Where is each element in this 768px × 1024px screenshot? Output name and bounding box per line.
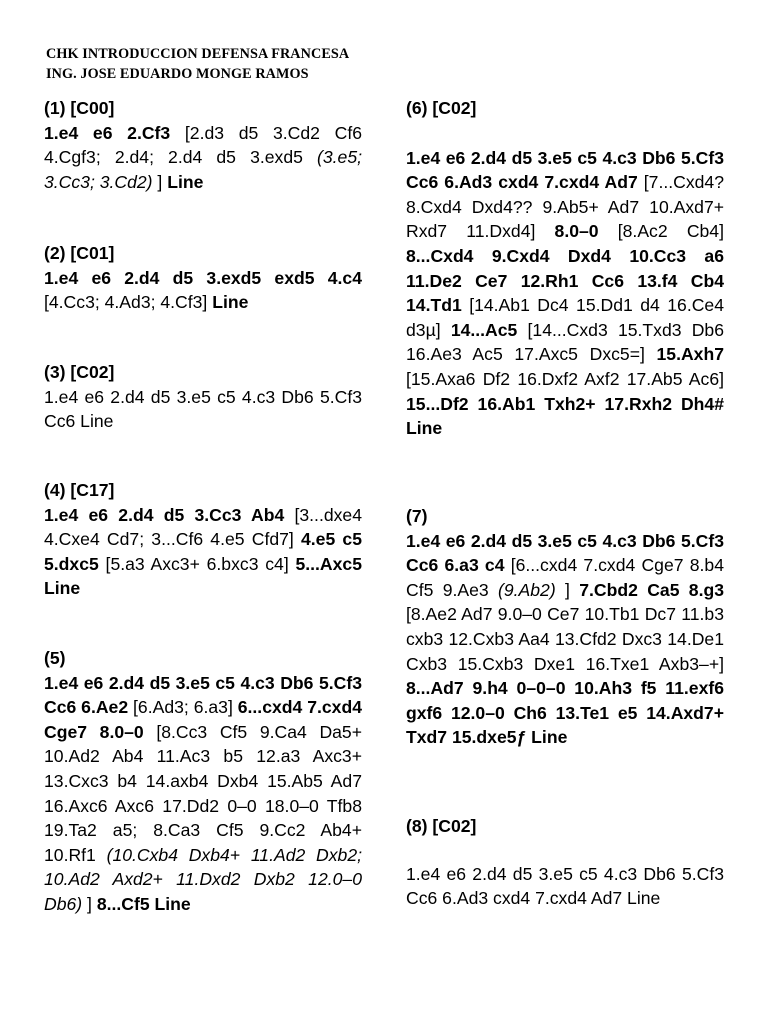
game-8-heading: (8) [C02] (406, 816, 477, 836)
game-4-end: 5...Axc5 Line (44, 553, 362, 599)
game-6 (406, 96, 724, 441)
game-3 (44, 360, 362, 434)
game-6-end: 15...Df2 16.Ab1 Txh2+ 17.Rxh2 Dh4# Line (406, 393, 724, 439)
game-6-variation-4: [14...Cxd3 15.Txd3 Db6 16.Ae3 Ac5 17.Axc5 Dxc5=] (406, 319, 724, 365)
game-5-heading: (5) (44, 648, 66, 668)
game-4-variation: [3...dxe4 4.Cxe4 Cd7; 3...Cf6 4.e5 Cfd7] (44, 504, 362, 550)
game-5-variation-end: ] (82, 893, 97, 914)
game-4-mainline-2: 4.e5 c5 5.dxc5 (44, 529, 362, 574)
game-7-mainline: 1.e4 e6 2.d4 d5 3.e5 c5 4.c3 Db6 5.Cf3 Cc6 6.a3 c4 (406, 530, 724, 576)
game-7-end: 8...Ad7 9.h4 0–0–0 10.Ah3 f5 11.exf6 gxf6 12.0–0 Ch6 13.Te1 e5 14.Axd7+ Txd7 15.dxe5ƒ Line (406, 678, 724, 748)
game-7-subvariation: (9.Ab2) (498, 579, 556, 600)
game-1-variation-end: ] (152, 171, 168, 192)
game-5-variation: [6.Ad3; 6.a3] (128, 697, 238, 718)
game-4 (44, 478, 362, 601)
document-header (46, 44, 349, 84)
game-6-mainline-5: 15.Axh7 (656, 344, 724, 365)
game-2-variation: [4.Cc3; 4.Ad3; 4.Cf3] (44, 292, 213, 313)
game-6-mainline-4: 14...Ac5 (450, 319, 518, 340)
game-6-variation-5: [15.Axa6 Df2 16.Dxf2 Axf2 17.Ab5 Ac6] (406, 368, 724, 389)
game-3-heading: (3) [C02] (44, 362, 115, 382)
game-5-mainline-2: 6...cxd4 7.cxd4 Cge7 8.0–0 (44, 697, 362, 742)
game-5-subvariation: (10.Cxb4 Dxb4+ 11.Ad2 Dxb2; 10.Ad2 Axd2+ 11.Dxd2 Dxb2 12.0–0 Db6) (44, 844, 362, 914)
game-6-mainline-2: 8.0–0 (554, 221, 599, 242)
game-7-mainline-2: 7.Cbd2 Ca5 8.g3 (579, 579, 725, 600)
game-8-line: 1.e4 e6 2.d4 d5 3.e5 c5 4.c3 Db6 5.Cf3 Cc6 6.Ad3 cxd4 7.cxd4 Ad7 Line (406, 863, 724, 909)
game-5-mainline: 1.e4 e6 2.d4 d5 3.e5 c5 4.c3 Db6 5.Cf3 Cc6 6.Ae2 (44, 672, 362, 718)
game-7-variation-2: [8.Ae2 Ad7 9.0–0 Ce7 10.Tb1 Dc7 11.b3 cxb3 12.Cxb3 Aa4 13.Cfd2 Dxc3 14.De1 Cxb3 15.Cxb3 Dxe1 16.Txe1 Axb3–+] (406, 604, 724, 674)
game-6-heading: (6) [C02] (406, 98, 477, 118)
game-7-variation: [6...cxd4 7.cxd4 Cge7 8.b4 Cf5 9.Ae3 (406, 555, 724, 600)
game-5 (44, 646, 362, 917)
game-6-mainline-3: 8...Cxd4 9.Cxd4 Dxd4 10.Cc3 a6 11.De2 Ce7 12.Rh1 Cc6 13.f4 Cb4 14.Td1 (406, 245, 724, 316)
game-6-mainline: 1.e4 e6 2.d4 d5 3.e5 c5 4.c3 Db6 5.Cf3 Cc6 6.Ad3 cxd4 7.cxd4 Ad7 (406, 147, 724, 193)
game-2-heading: (2) [C01] (44, 243, 115, 263)
game-2 (44, 241, 362, 315)
game-1 (44, 96, 362, 194)
game-6-variation-3: [14.Ab1 Dc4 15.Dd1 d4 16.Ce4 d3µ] (406, 295, 724, 340)
game-7-heading: (7) (406, 506, 428, 526)
game-4-variation-2: [5.a3 Axc3+ 6.bxc3 c4] (98, 553, 296, 574)
game-8 (406, 814, 724, 911)
header-title: CHK INTRODUCCION DEFENSA FRANCESA (46, 46, 350, 62)
game-2-mainline: 1.e4 e6 2.d4 d5 3.exd5 exd5 4.c4 (44, 267, 362, 288)
game-5-end: 8...Cf5 Line (96, 893, 191, 914)
game-1-heading: (1) [C00] (44, 98, 115, 118)
game-1-subvariation: (3.e5; 3.Cc3; 3.Cd2) (44, 147, 362, 192)
header-author: ING. JOSE EDUARDO MONGE RAMOS (46, 66, 309, 82)
game-6-variation: [7...Cxd4? 8.Cxd4 Dxd4?? 9.Ab5+ Ad7 10.Axd7+ Rxd7 11.Dxd4] (406, 172, 724, 242)
game-1-mainline: 1.e4 e6 2.Cf3 (44, 122, 171, 143)
game-4-heading: (4) [C17] (44, 480, 115, 500)
game-7 (406, 504, 724, 750)
game-5-variation-2: [8.Cc3 Cf5 9.Ca4 Da5+ 10.Ad2 Ab4 11.Ac3 b5 12.a3 Axc3+ 13.Cxc3 b4 14.axb4 Dxb4 15.Ab5 Ad7 16.Axc6 Axc6 17.Dd2 0–0 18.0–0 Tfb8 19.Ta2 a5; 8.Ca3 Cf5 9.Cc2 Ab4+ 10.Rf1 (44, 721, 362, 865)
game-4-mainline: 1.e4 e6 2.d4 d5 3.Cc3 Ab4 (44, 504, 285, 525)
game-6-variation-2: [8.Ac2 Cb4] (598, 221, 724, 242)
game-3-line: 1.e4 e6 2.d4 d5 3.e5 c5 4.c3 Db6 5.Cf3 Cc6 Line (44, 386, 362, 432)
game-1-end: Line (167, 171, 204, 192)
game-2-end: Line (212, 292, 249, 313)
game-1-variation: [2.d3 d5 3.Cd2 Cf6 4.Cgf3; 2.d4; 2.d4 d5 3.exd5 (44, 122, 362, 168)
game-7-variation-end: ] (555, 579, 580, 600)
